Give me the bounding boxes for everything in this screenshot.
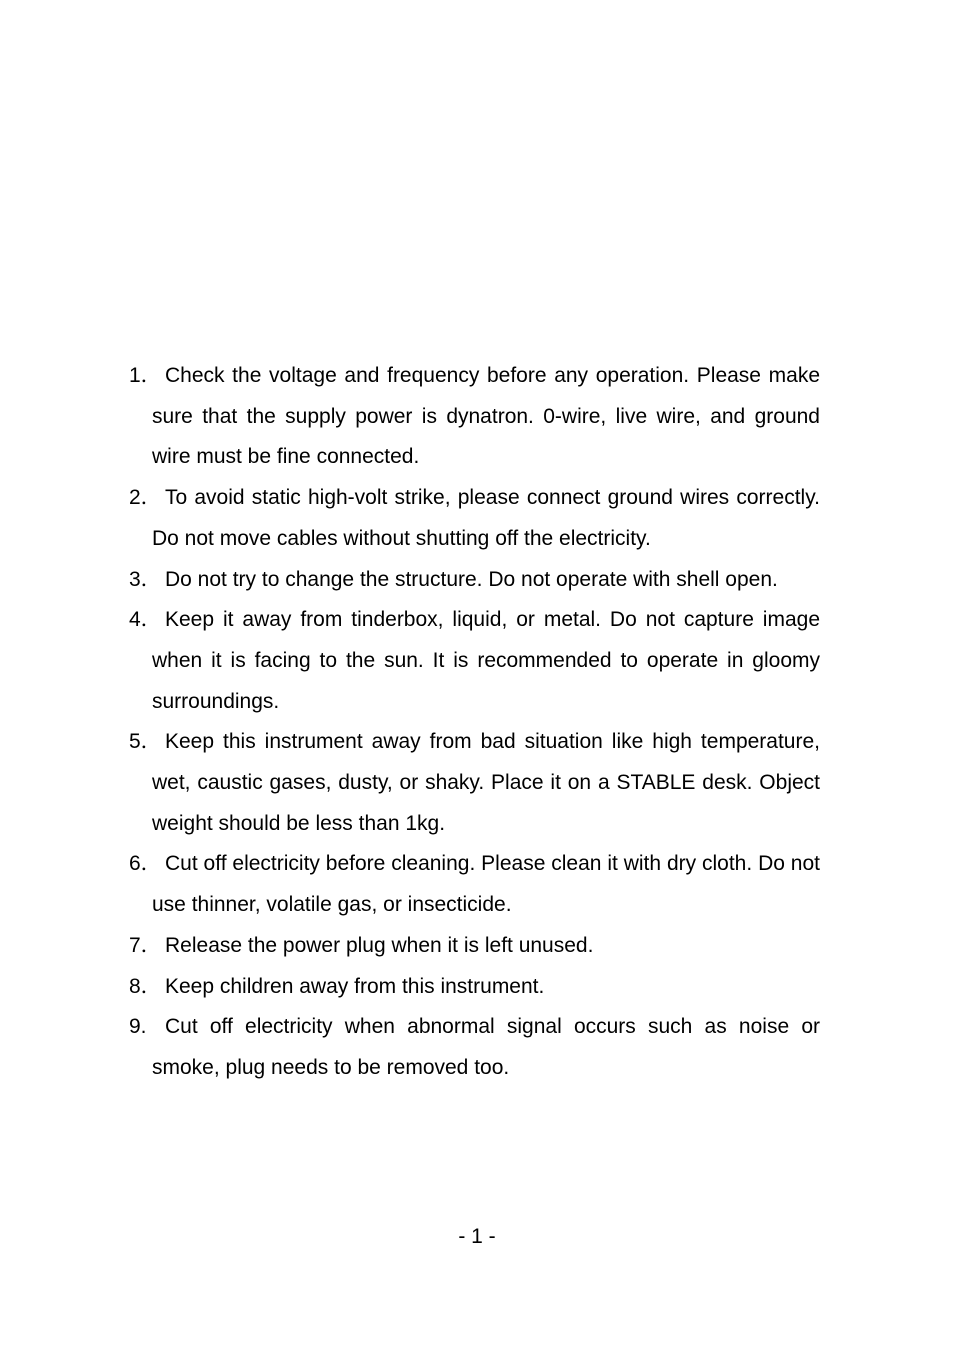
item-text: Keep it away from tinderbox, liquid, or metal. Do not capture image when it is facing to the sun. It is recommended to operate in gloomy surroundings. [152,608,820,713]
item-text: Keep children away from this instrument. [165,974,545,998]
notice-item-9 [129,1007,820,1088]
item-text: Do not try to change the structure. Do not operate with shell open. [165,567,778,591]
item-number: 2． [129,486,162,510]
item-number: 8． [129,974,162,998]
item-text: Cut off electricity when abnormal signal occurs such as noise or smoke, plug needs to be removed too. [152,1015,820,1079]
item-number: 6． [129,852,162,876]
notice-item-8 [129,967,820,1008]
notice-item-7 [129,926,820,967]
item-number: 9. [129,1015,147,1039]
safety-notice-list [129,356,820,1089]
item-number: 5． [129,730,162,754]
notice-item-6 [129,844,820,925]
item-number: 1． [129,364,162,387]
item-number: 4． [129,608,162,632]
page-number: - 1 - [458,1225,496,1248]
item-text: Cut off electricity before cleaning. Please clean it with dry cloth. Do not use thinner, volatile gas, or insecticide. [152,852,820,917]
item-text: Check the voltage and frequency before any operation. Please make sure that the supply power is dynatron. 0-wire, live wire, and ground wire must be fine connected. [152,364,820,469]
notice-item-3 [129,560,820,601]
notice-item-1 [129,356,820,478]
item-number: 7． [129,933,162,957]
notice-item-2 [129,478,820,559]
notice-item-4 [129,600,820,722]
notice-item-5 [129,722,820,844]
item-number: 3． [129,567,162,591]
item-text: Keep this instrument away from bad situation like high temperature, wet, caustic gases, dusty, or shaky. Place it on a STABLE desk. Object weight should be less than 1kg. [152,730,820,835]
item-text: Release the power plug when it is left unused. [165,933,594,957]
item-text: To avoid static high-volt strike, please connect ground wires correctly. Do not move cables without shutting off the electricity. [152,486,820,550]
